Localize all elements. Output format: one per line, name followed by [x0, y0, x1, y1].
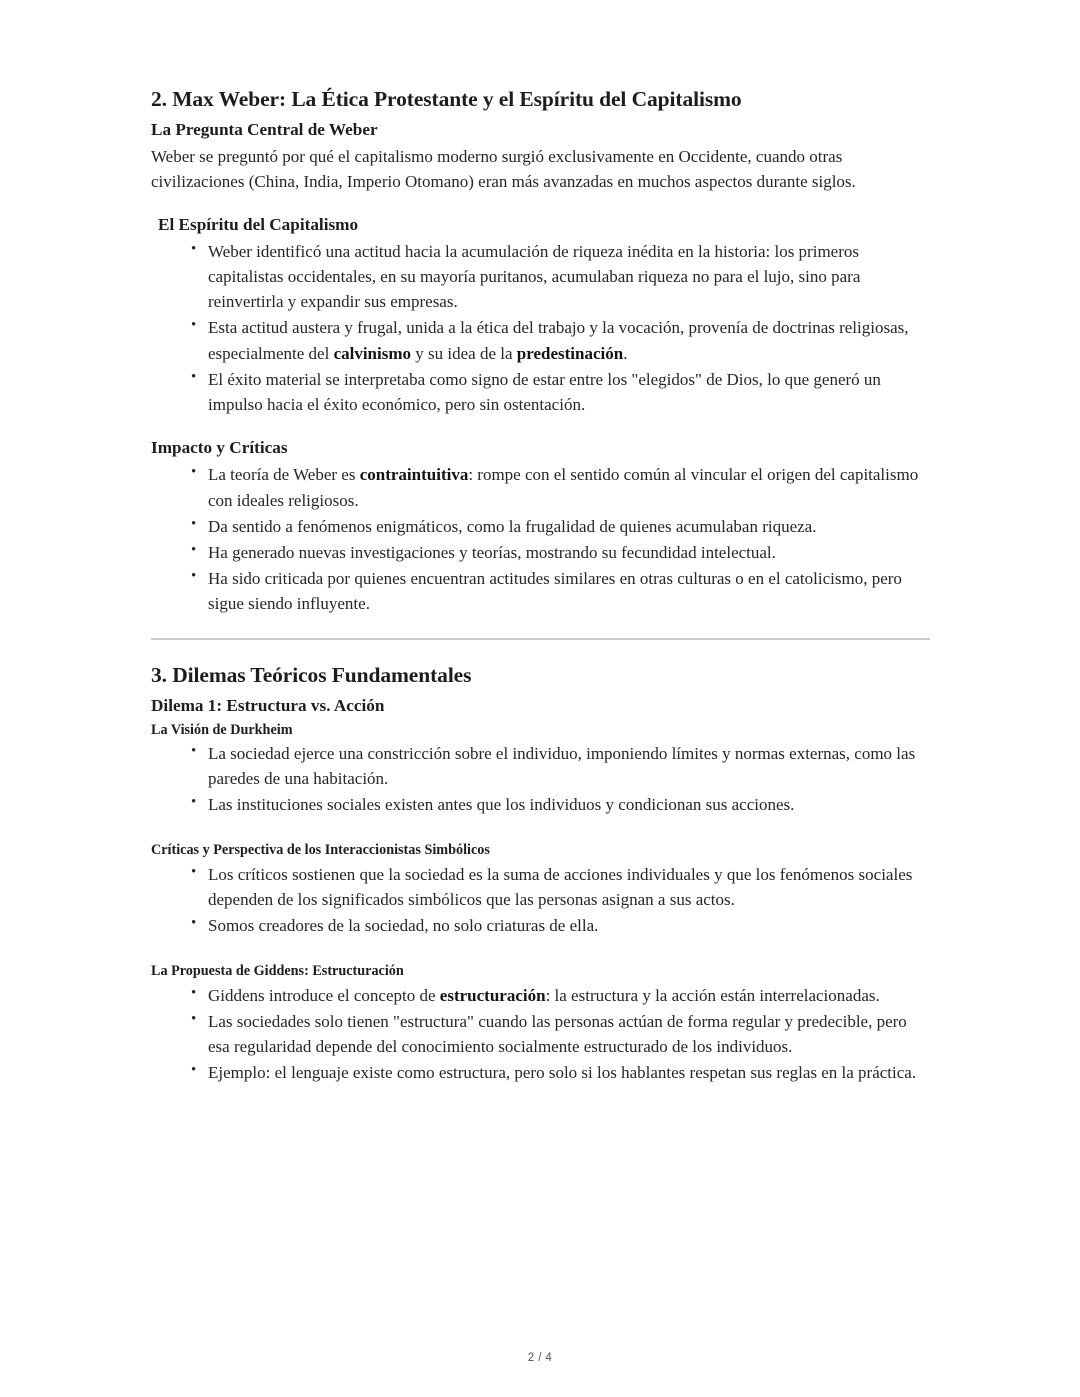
minor-heading-interaccionistas: Críticas y Perspectiva de los Interaccionistas Simbólicos [151, 842, 490, 859]
emphasis-term: estructuración [439, 985, 546, 1005]
section-heading-weber: 2. Max Weber: La Ética Protestante y el Espíritu del Capitalismo [151, 87, 742, 111]
list-item [151, 239, 930, 314]
emphasis-term: contraintuitiva [359, 465, 469, 485]
list-item [151, 983, 930, 1008]
bullet-list-impacto [151, 462, 930, 616]
list-item-text: Ejemplo: el lenguaje existe como estructura, pero solo si los hablantes respetan sus reglas en la práctica. [208, 1063, 917, 1083]
list-item-text: Las sociedades solo tienen "estructura" cuando las personas actúan de forma regular y predecible, pero esa regularidad depende del conocimiento socialmente estructurado de los individuos. [208, 1011, 907, 1057]
list-item-text: La sociedad ejerce una constricción sobre el individuo, imponiendo límites y normas externas, como las paredes de una habitación. [208, 743, 916, 789]
minor-heading-giddens: La Propuesta de Giddens: Estructuración [151, 963, 404, 980]
list-item [151, 1009, 930, 1059]
list-item [151, 792, 930, 817]
minor-heading-vision-durkheim: La Visión de Durkheim [151, 721, 293, 738]
list-item-text: : la estructura y la acción están interrelacionadas. [545, 985, 880, 1005]
document-page [151, 0, 930, 1086]
section-divider [151, 638, 930, 640]
list-item-text: Weber identificó una actitud hacia la acumulación de riqueza inédita en la historia: los primeros capitalistas occidentales, en su mayoría puritanos, acumulaban riqueza no para el lujo, sino para reinvertirla y expandir sus empresas. [208, 241, 861, 312]
subheading-pregunta-central: La Pregunta Central de Weber [151, 119, 378, 139]
list-item [151, 462, 930, 512]
list-item [151, 514, 930, 539]
subheading-impacto-criticas: Impacto y Críticas [151, 438, 288, 457]
list-item [151, 540, 930, 565]
list-item-text: Ha sido criticada por quienes encuentran actitudes similares en otras culturas o en el catolicismo, pero sigue siendo influyente. [208, 568, 902, 614]
list-item [151, 367, 930, 417]
spacer [151, 418, 930, 437]
list-item-text: . [623, 343, 628, 363]
list-item-text: Giddens introduce el concepto de [208, 985, 440, 1005]
section-heading-dilemas: 3. Dilemas Teóricos Fundamentales [151, 663, 472, 688]
bullet-list-espiritu [151, 239, 930, 417]
spacer [151, 195, 930, 214]
list-item-text: El éxito material se interpretaba como signo de estar entre los "elegidos" de Dios, lo que generó un impulso hacia el éxito económico, pero sin ostentación. [208, 369, 881, 414]
list-item-text: Ha generado nuevas investigaciones y teorías, mostrando su fecundidad intelectual. [208, 542, 776, 562]
list-item [151, 862, 930, 912]
list-item-text: Somos creadores de la sociedad, no solo criaturas de ella. [208, 916, 599, 936]
bullet-list-interaccionistas [151, 862, 930, 938]
list-item-text: La teoría de Weber es [208, 465, 360, 485]
emphasis-term: predestinación [516, 343, 624, 363]
list-item-text: : rompe con el sentido común al vincular el origen del capitalismo con ideales religiosos. [208, 465, 919, 510]
page-number-footer: 2 / 4 [527, 1352, 553, 1364]
list-item [151, 741, 930, 791]
list-item-text: y su idea de la [411, 343, 517, 363]
bullet-list-durkheim [151, 741, 930, 817]
spacer [151, 939, 930, 962]
list-item-text: Da sentido a fenómenos enigmáticos, como la frugalidad de quienes acumulaban riqueza. [208, 516, 817, 536]
list-item [151, 315, 930, 365]
list-item [151, 1060, 930, 1085]
list-item [151, 566, 930, 616]
bullet-list-giddens [151, 983, 930, 1086]
paragraph-pregunta-central: Weber se preguntó por qué el capitalismo moderno surgió exclusivamente en Occidente, cuando otras civilizaciones (China, India, Imperio Otomano) eran más avanzadas en muchos aspectos durante siglos. [151, 147, 856, 192]
list-item-text: Los críticos sostienen que la sociedad es la suma de acciones individuales y que los fenómenos sociales dependen de los significados simbólicos que las personas asignan a sus actos. [208, 864, 913, 910]
list-item [151, 913, 930, 938]
subheading-dilema-1: Dilema 1: Estructura vs. Acción [151, 696, 385, 716]
emphasis-term: calvinismo [333, 343, 412, 363]
subheading-espiritu-capitalismo: El Espíritu del Capitalismo [158, 214, 359, 234]
list-item-text: Esta actitud austera y frugal, unida a la ética del trabajo y la vocación, provenía de doctrinas religiosas, especialmente del [208, 318, 909, 363]
spacer [151, 818, 930, 841]
list-item-text: Las instituciones sociales existen antes que los individuos y condicionan sus acciones. [208, 795, 795, 815]
